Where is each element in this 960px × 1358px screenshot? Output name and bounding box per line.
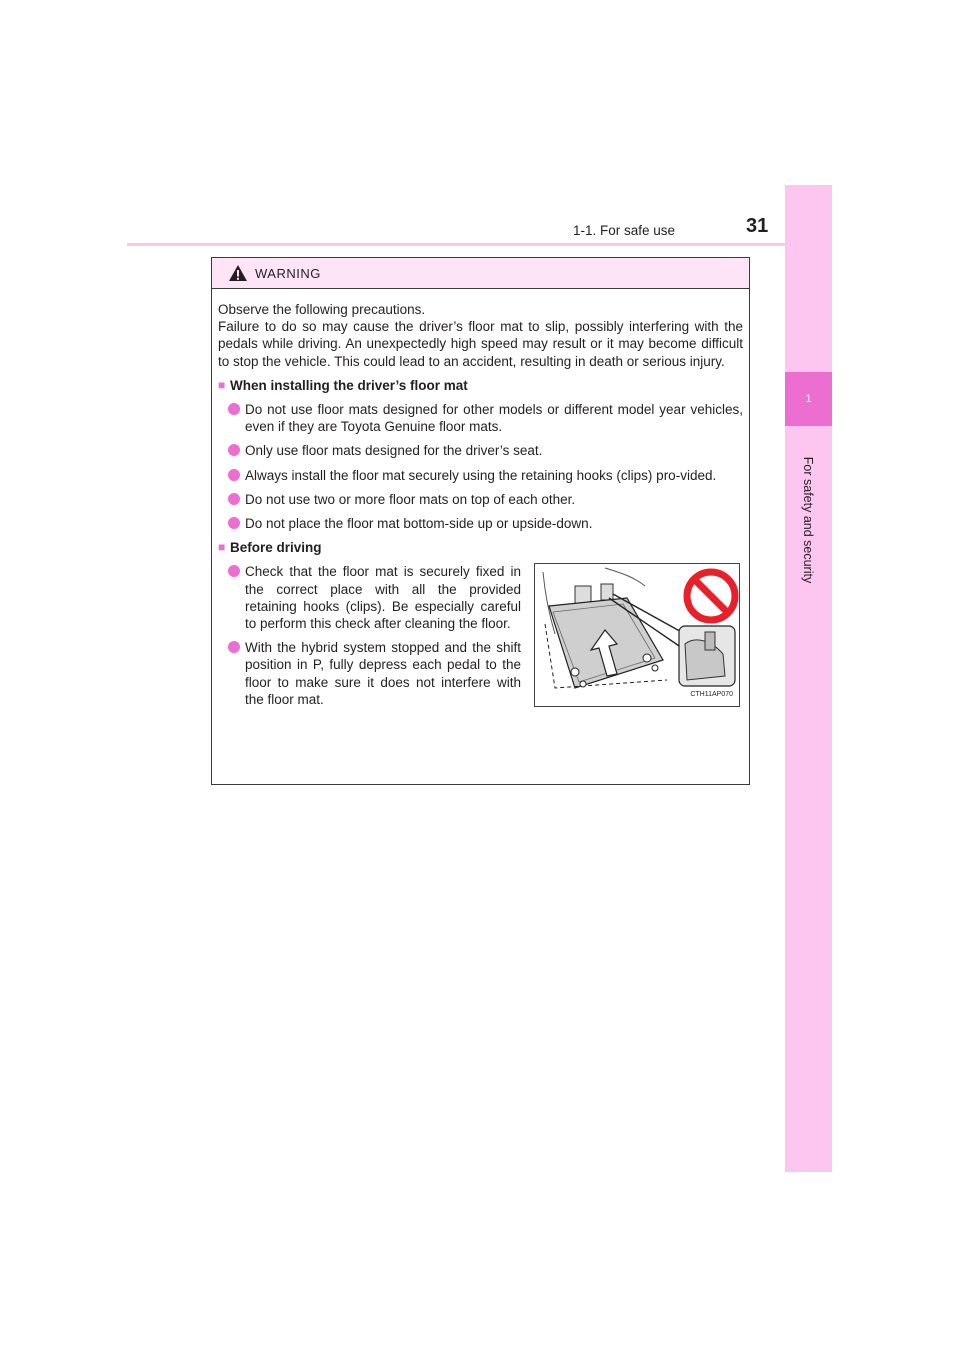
warning-title: WARNING bbox=[255, 265, 321, 281]
list-item bbox=[218, 401, 743, 435]
list-item-text: Do not use floor mats designed for other models or different model year vehicles, even if they are Toyota Genuine floor mats. bbox=[245, 402, 743, 435]
circle-bullet-icon bbox=[228, 641, 240, 653]
prohibition-icon bbox=[687, 572, 735, 620]
circle-bullet-icon bbox=[228, 565, 240, 577]
floor-mat-illustration bbox=[534, 563, 740, 707]
square-bullet-icon: ■ bbox=[218, 540, 226, 555]
list-item bbox=[218, 639, 521, 708]
list-item-text: Do not use two or more floor mats on top of each other. bbox=[245, 491, 576, 507]
list-item-text: Do not place the floor mat bottom-side up or upside-down. bbox=[245, 516, 593, 532]
warning-body bbox=[212, 289, 749, 708]
intro-paragraph: Failure to do so may cause the driver’s floor mat to slip, possibly interfering with the pedals while driving. An unexpectedly high speed may result or it may become difficult to stop the vehicle. This could lead to an accident, resulting in death or serious injury. bbox=[218, 319, 743, 369]
warning-triangle-icon bbox=[228, 264, 248, 282]
list-item bbox=[218, 491, 743, 508]
list-item bbox=[218, 515, 743, 532]
section-heading-text: When installing the driver’s floor mat bbox=[230, 377, 468, 393]
list-item bbox=[218, 442, 743, 459]
chapter-label: For safety and security bbox=[801, 456, 815, 584]
list-item bbox=[218, 467, 743, 484]
header-rule bbox=[127, 243, 832, 246]
list-item-text: With the hybrid system stopped and the shift position in P, fully depress each pedal to the floor to make sure it does not interfere with the floor mat. bbox=[245, 640, 521, 707]
square-bullet-icon: ■ bbox=[218, 377, 226, 392]
list-item-text: Only use floor mats designed for the driver’s seat. bbox=[245, 443, 543, 459]
section-heading-text: Before driving bbox=[230, 540, 322, 556]
circle-bullet-icon bbox=[228, 493, 240, 505]
section-heading bbox=[218, 539, 743, 556]
warning-header bbox=[212, 258, 749, 289]
intro-line: Observe the following precautions. bbox=[218, 302, 426, 317]
list-item-text: Check that the floor mat is securely fixed in the correct place with all the provided retaining hooks (clips). Be especially careful to perform this check after cleaning the floor. bbox=[245, 564, 521, 632]
list-item-text: Always install the floor mat securely using the retaining hooks (clips) pro-vided. bbox=[245, 467, 717, 483]
before-driving-list bbox=[218, 556, 521, 708]
before-driving-row bbox=[218, 556, 743, 708]
circle-bullet-icon bbox=[228, 403, 240, 415]
warning-box bbox=[211, 257, 750, 785]
list-item bbox=[218, 563, 521, 632]
circle-bullet-icon bbox=[228, 444, 240, 456]
page-number: 31 bbox=[746, 215, 769, 237]
figure-code: CTH11AP070 bbox=[690, 691, 733, 699]
circle-bullet-icon bbox=[228, 517, 240, 529]
section-heading bbox=[218, 377, 743, 394]
section-title: 1-1. For safe use bbox=[573, 223, 676, 238]
side-tab bbox=[785, 185, 832, 1172]
chapter-number: 1 bbox=[785, 372, 832, 426]
floor-mat-drawing bbox=[535, 564, 739, 706]
circle-bullet-icon bbox=[228, 469, 240, 481]
